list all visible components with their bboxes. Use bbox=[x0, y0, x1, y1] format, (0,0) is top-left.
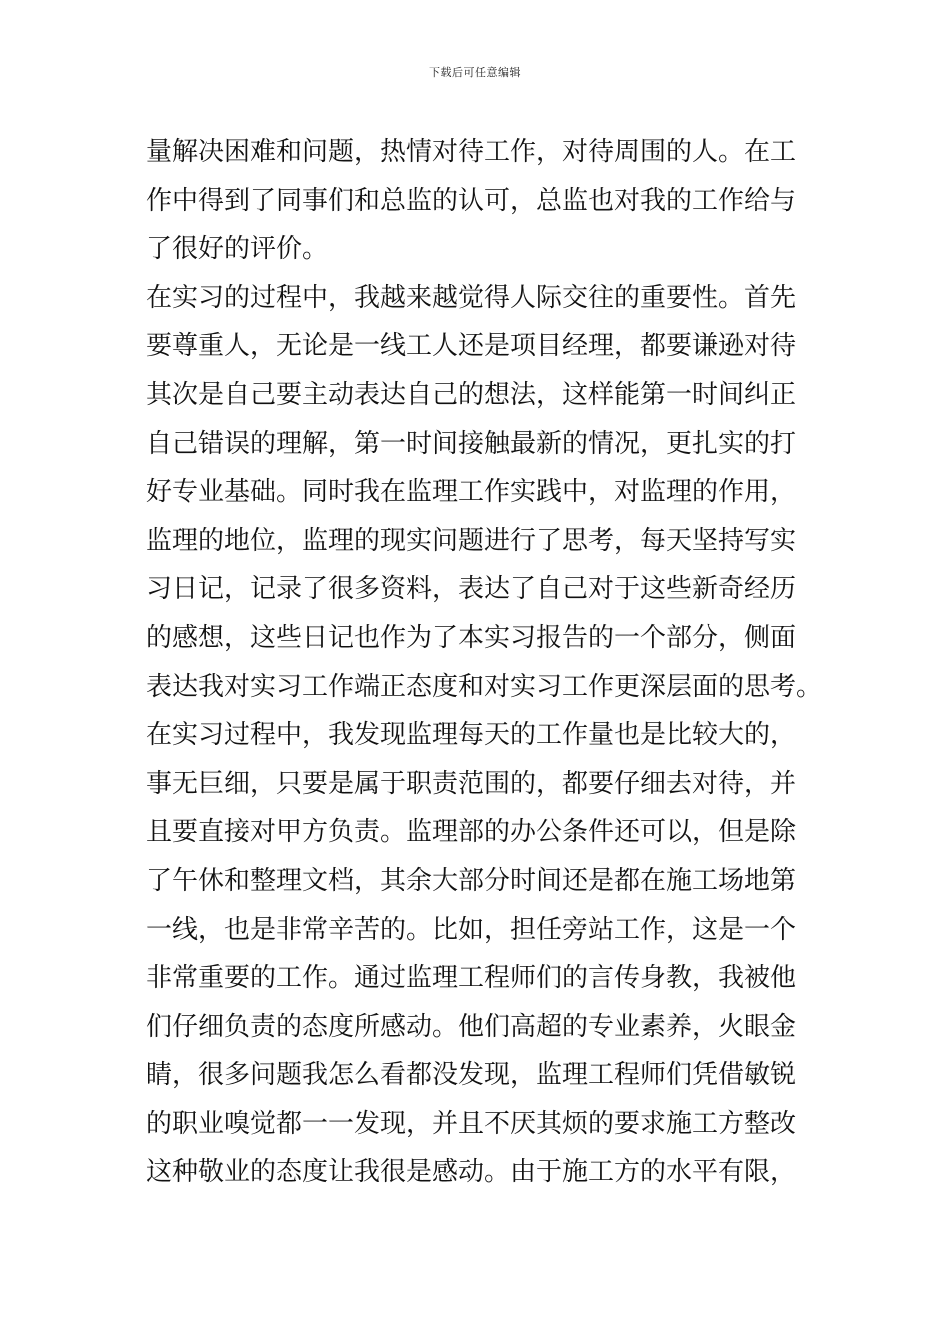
text-line: 习日记，记录了很多资料，表达了自己对于这些新奇经历 bbox=[146, 574, 797, 605]
text-line: 在实习的过程中，我越来越觉得人际交往的重要性。首先 bbox=[146, 282, 797, 313]
text-line: 在实习过程中，我发现监理每天的工作量也是比较大的， bbox=[146, 720, 797, 751]
text-line: 自己错误的理解，第一时间接触最新的情况，更扎实的打 bbox=[146, 428, 797, 459]
text-line: 且要直接对甲方负责。监理部的办公条件还可以，但是除 bbox=[146, 817, 797, 848]
text-line: 量解决困难和问题，热情对待工作，对待周围的人。在工 bbox=[146, 137, 797, 167]
text-line: 作中得到了同事们和总监的认可，总监也对我的工作给与 bbox=[146, 185, 797, 216]
text-line: 非常重要的工作。通过监理工程师们的言传身教，我被他 bbox=[146, 963, 797, 994]
body-text bbox=[146, 128, 823, 1197]
text-line: 要尊重人，无论是一线工人还是项目经理，都要谦逊对待 bbox=[146, 331, 797, 362]
page-header: 下载后可任意编辑 bbox=[429, 66, 521, 79]
text-line: 了午休和整理文档，其余大部分时间还是都在施工场地第 bbox=[146, 865, 797, 896]
text-line: 们仔细负责的态度所感动。他们高超的专业素养，火眼金 bbox=[146, 1011, 797, 1042]
text-line: 这种敬业的态度让我很是感动。由于施工方的水平有限， bbox=[146, 1157, 797, 1188]
text-line: 其次是自己要主动表达自己的想法，这样能第一时间纠正 bbox=[146, 379, 797, 410]
text-line: 的感想，这些日记也作为了本实习报告的一个部分，侧面 bbox=[146, 622, 797, 653]
text-line: 的职业嗅觉都一一发现，并且不厌其烦的要求施工方整改 bbox=[146, 1108, 797, 1139]
text-line: 睛，很多问题我怎么看都没发现，监理工程师们凭借敏锐 bbox=[146, 1060, 797, 1091]
text-line: 事无巨细，只要是属于职责范围的，都要仔细去对待，并 bbox=[146, 768, 797, 799]
text-line: 好专业基础。同时我在监理工作实践中，对监理的作用， bbox=[146, 477, 797, 508]
text-line: 监理的地位，监理的现实问题进行了思考，每天坚持写实 bbox=[146, 525, 797, 556]
text-line: 表达我对实习工作端正态度和对实习工作更深层面的思考。 bbox=[146, 671, 823, 702]
text-line: 一线，也是非常辛苦的。比如，担任旁站工作，这是一个 bbox=[146, 914, 797, 945]
text-line: 了很好的评价。 bbox=[146, 234, 329, 265]
